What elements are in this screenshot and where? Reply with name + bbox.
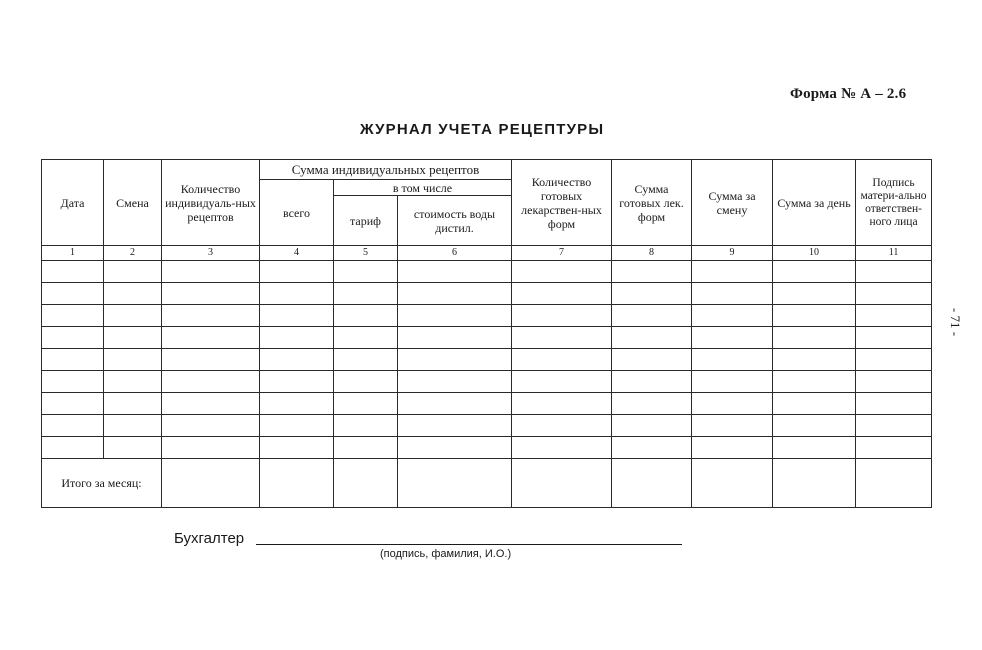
table-row: [42, 371, 932, 393]
header-individual-count: Количество индивидуаль-ных рецептов: [162, 160, 260, 246]
header-shift-sum: Сумма за смену: [692, 160, 773, 246]
column-number: 4: [260, 246, 334, 261]
header-ready-sum: Сумма готовых лек. форм: [612, 160, 692, 246]
column-number: 8: [612, 246, 692, 261]
column-number: 3: [162, 246, 260, 261]
total-row: [42, 459, 932, 508]
header-sum-individual: Сумма индивидуальных рецептов: [260, 160, 512, 180]
accountant-label: Бухгалтер: [174, 530, 245, 547]
column-number: 11: [856, 246, 932, 261]
journal-title: ЖУРНАЛ УЧЕТА РЕЦЕПТУРЫ: [360, 121, 605, 138]
header-signature: Подпись матери-ально ответствен-ного лица: [856, 160, 932, 246]
header-total: всего: [260, 180, 334, 246]
header-tariff: тариф: [334, 196, 398, 246]
column-number: 2: [104, 246, 162, 261]
table-row: [42, 261, 932, 283]
header-ready-count: Количество готовых лекарствен-ных форм: [512, 160, 612, 246]
accountant-hint: (подпись, фамилия, И.О.): [380, 548, 512, 560]
accountant-signature-line: [256, 544, 682, 545]
table-row: [42, 415, 932, 437]
column-number-row: [42, 246, 932, 261]
table-row: [42, 305, 932, 327]
column-number: 6: [398, 246, 512, 261]
table-row: [42, 349, 932, 371]
table-row: [42, 283, 932, 305]
header-day-sum: Сумма за день: [773, 160, 856, 246]
total-label: Итого за месяц:: [42, 459, 162, 508]
header-date: Дата: [42, 160, 104, 246]
header-shift: Смена: [104, 160, 162, 246]
page-number: - 71 -: [948, 307, 963, 337]
table-row: [42, 393, 932, 415]
table-row: [42, 437, 932, 459]
column-number: 10: [773, 246, 856, 261]
header-distilled-water: стоимость воды дистил.: [398, 196, 512, 246]
form-number: Форма № А – 2.6: [790, 86, 907, 102]
column-number: 7: [512, 246, 612, 261]
column-number: 1: [42, 246, 104, 261]
header-including: в том числе: [334, 180, 512, 196]
table-row: [42, 327, 932, 349]
column-number: 9: [692, 246, 773, 261]
column-number: 5: [334, 246, 398, 261]
journal-table: [41, 159, 932, 508]
